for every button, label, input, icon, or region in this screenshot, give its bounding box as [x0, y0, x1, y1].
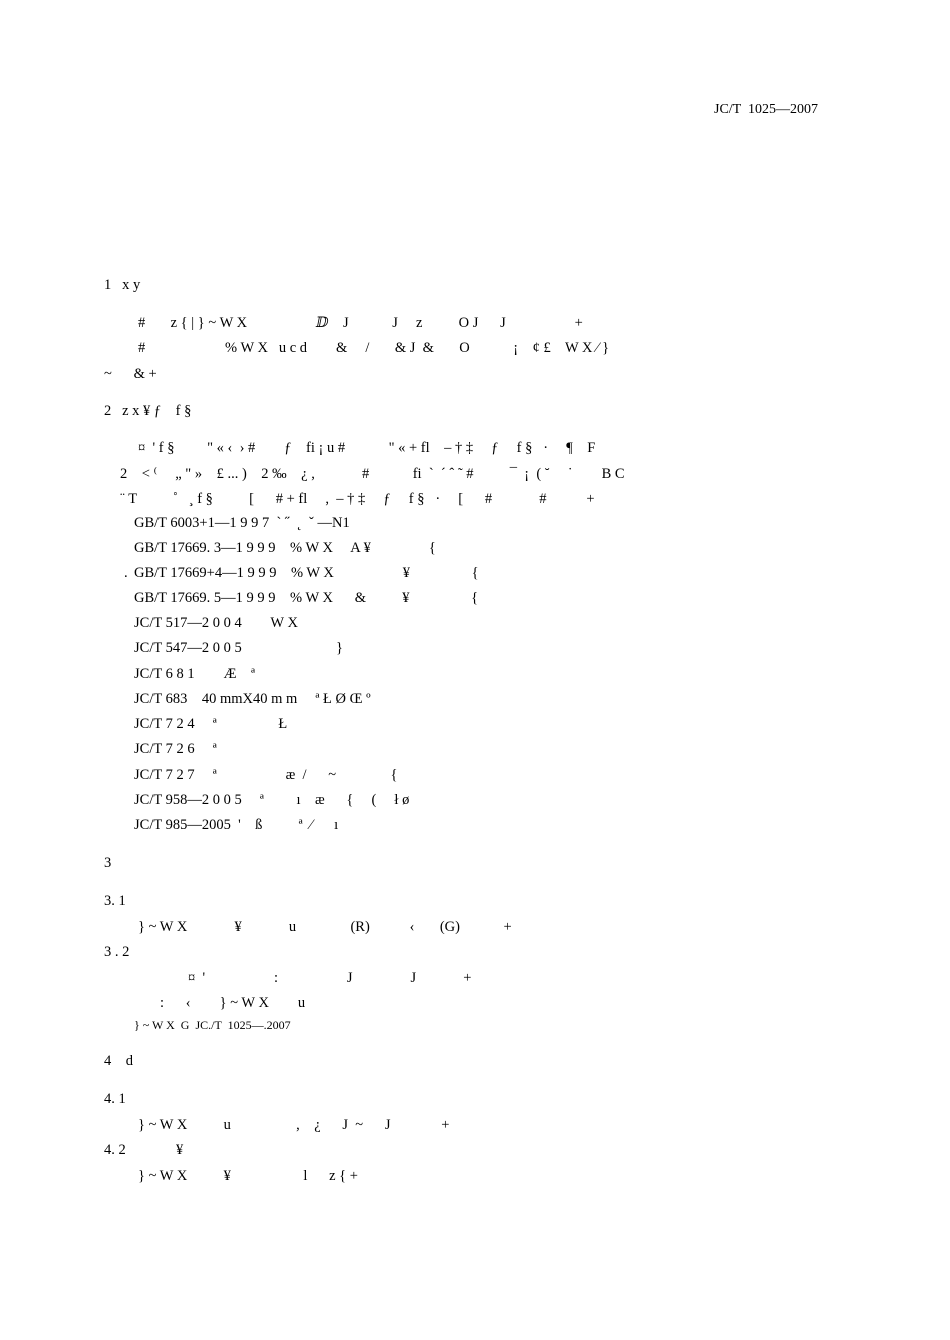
section-2-intro-line-3: ¨ T ˚ ¸ f § [ # + fl , – † ‡ ƒ f § · [ # # +	[120, 491, 595, 507]
reference-item: JC/T 7 2 6 ª	[134, 741, 217, 757]
section-2-heading: 2 z x ¥ ƒ f §	[104, 403, 192, 419]
section-3-heading: 3	[104, 855, 112, 871]
section-2-intro-line-2: 2 < ⁽ „ " » £ ... ) 2 ‰ ¿ , # fi ` ´ ˆ ˜ # ¯ ¡ ( ˘ ˙ B C	[120, 466, 625, 482]
section-2-intro-line-1: ¤ ' f § " « ‹ › # ƒ fi ¡ u # " « + fl – † ‡ ƒ f § · ¶ F	[138, 440, 596, 456]
reference-item: JC/T 7 2 4 ª Ł	[134, 716, 288, 732]
clause-3-2-number: 3 . 2	[104, 944, 130, 960]
clause-4-2-number: 4. 2	[104, 1142, 126, 1158]
section-1-line-3: ~ & +	[104, 366, 157, 382]
section-4-heading: 4 d	[104, 1053, 133, 1069]
clause-3-2-line-1: ¤ ' : J J +	[188, 970, 472, 986]
reference-item: JC/T 683 40 mmX40 m m ª Ł Ø Œ º	[134, 691, 371, 707]
reference-item: GB/T 17669. 3—1 9 9 9 % W X A ¥ {	[134, 540, 436, 556]
clause-4-1-text: } ~ W X u , ¿ J ~ J +	[138, 1117, 450, 1133]
reference-item: GB/T 6003+1—1 9 9 7 ˋ ˝ ˛ ˇ —N1	[134, 515, 350, 531]
section-1-heading: 1 x y	[104, 277, 141, 293]
reference-item: JC/T 7 2 7 ª æ / ~ {	[134, 767, 398, 783]
reference-item: GB/T 17669. 5—1 9 9 9 % W X & ¥ {	[134, 590, 479, 606]
standard-code-header: JC/T 1025—2007	[714, 102, 818, 117]
reference-item: JC/T 985—2005 ' ß ª ⁄ ı	[134, 817, 339, 833]
clause-3-1-number: 3. 1	[104, 893, 126, 909]
clause-3-1-text: } ~ W X ¥ u (R) ‹ (G) +	[138, 919, 512, 935]
clause-3-2-line-2: : ‹ } ~ W X u	[160, 995, 306, 1011]
clause-4-2-text: } ~ W X ¥ l z { +	[138, 1168, 358, 1184]
clause-4-2-title: ¥	[176, 1142, 184, 1158]
reference-item: JC/T 517—2 0 0 4 W X	[134, 615, 298, 631]
section-1-line-2: # % W X u c d & / & J & O ¡ ¢ £ W X ⁄ }	[138, 340, 610, 356]
reference-item: JC/T 958—2 0 0 5 ª ı æ { ( ł ø	[134, 792, 410, 808]
clause-4-1-number: 4. 1	[104, 1091, 126, 1107]
reference-bullet: .	[124, 565, 128, 581]
marking-example: } ~ W X G JC./T 1025—.2007	[134, 1018, 291, 1032]
reference-item: JC/T 6 8 1 Æ ª	[134, 666, 255, 682]
reference-item: GB/T 17669+4—1 9 9 9 % W X ¥ {	[134, 565, 479, 581]
section-1-line-1: # z { | } ~ W X ⅅ J J z O J J +	[138, 315, 583, 331]
reference-item: JC/T 547—2 0 0 5 }	[134, 640, 343, 656]
